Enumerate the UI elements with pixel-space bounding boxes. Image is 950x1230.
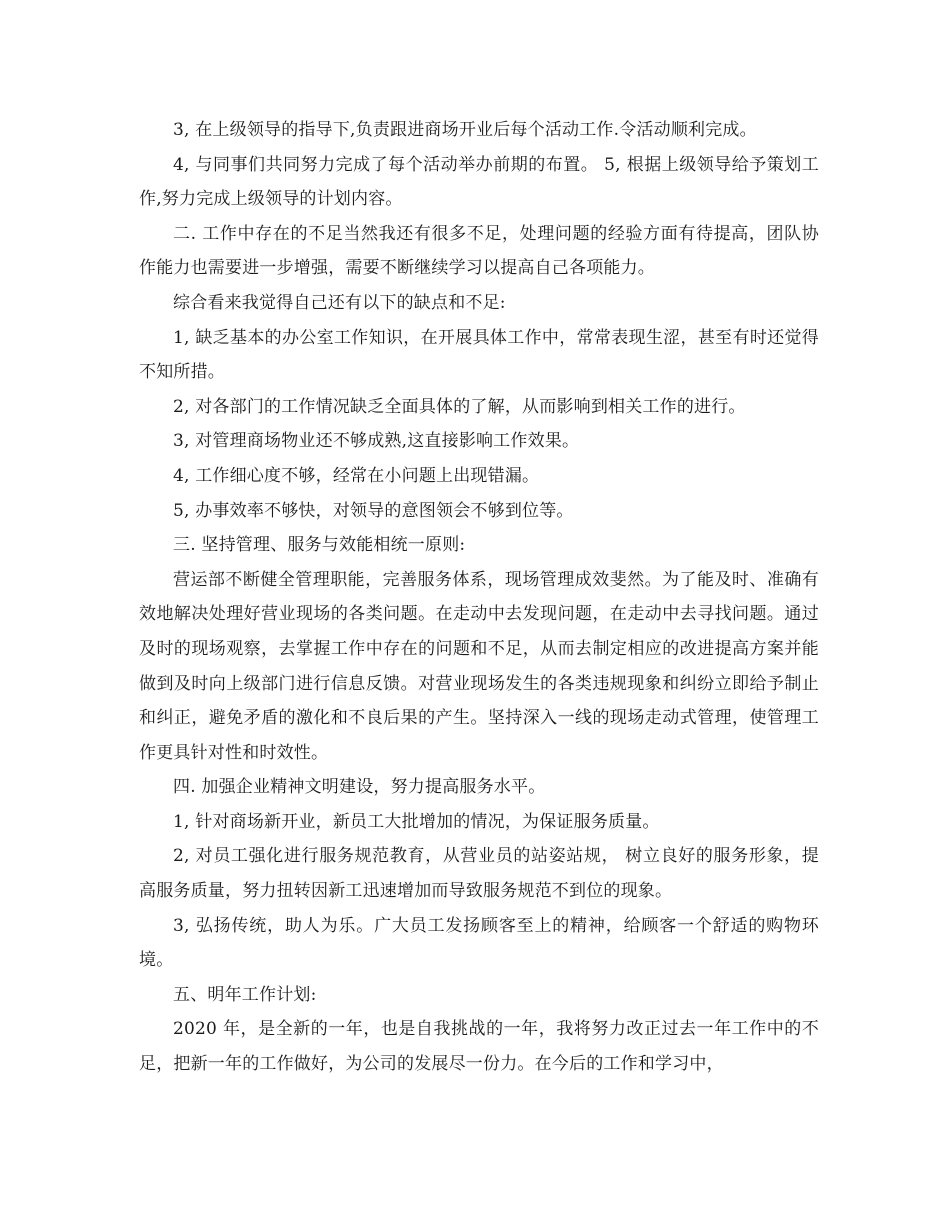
section-2-shortcomings: 二. 工作中存在的不足当然我还有很多不足，处理问题的经验方面有待提高，团队协作能力也需要进一步增强，需要不断继续学习以提高自己各项能力。 — [139, 223, 819, 279]
shortcoming-item-4: 4, 工作细心度不够，经常在小问题上出现错漏。 — [173, 465, 540, 486]
section-5-heading: 五、明年工作计划: — [173, 984, 317, 1005]
document-body — [139, 113, 819, 1082]
section-4-item-2: 2, 对员工强化进行服务规范教育，从营业员的站姿站规， 树立良好的服务形象，提高服务质量，努力扭转因新工迅速增加而导致服务规范不到位的现象。 — [139, 846, 819, 902]
paragraph-item-3-activities: 3, 在上级领导的指导下,负责跟进商场开业后每个活动工作.令活动顺利完成。 — [173, 120, 757, 140]
shortcoming-item-1: 1, 缺乏基本的办公室工作知识，在开展具体工作中，常常表现生涩，甚至有时还觉得不知所措。 — [139, 327, 819, 383]
shortcoming-item-2: 2, 对各部门的工作情况缺乏全面具体的了解，从而影响到相关工作的进行。 — [173, 396, 746, 417]
section-3-body: 营运部不断健全管理职能，完善服务体系，现场管理成效斐然。为了能及时、准确有效地解决处理好营业现场的各类问题。在走动中去发现问题，在走动中去寻找问题。通过及时的现场观察，去掌握工作中存在的问题和不足，从而去制定相应的改进提高方案并能做到及时向上级部门进行信息反馈。对营业现场发生的各类违规现象和纠纷立即给予制止和纠正，避免矛盾的激化和不良后果的产生。坚持深入一线的现场走动式管理，使管理工作更具针对性和时效性。 — [139, 569, 819, 763]
paragraph-item-4-5-layout-planning: 4, 与同事们共同努力完成了每个活动举办前期的布置。 5, 根据上级领导给予策划工作,努力完成上级领导的计划内容。 — [139, 154, 819, 210]
shortcoming-item-3: 3, 对管理商场物业还不够成熟,这直接影响工作效果。 — [173, 431, 580, 452]
shortcoming-item-5: 5, 办事效率不够快，对领导的意图领会不够到位等。 — [173, 500, 574, 521]
section-4-item-3: 3, 弘扬传统，助人为乐。广大员工发扬顾客至上的精神，给顾客一个舒适的购物环境。 — [139, 915, 819, 971]
paragraph-summary-intro: 综合看来我觉得自己还有以下的缺点和不足: — [173, 292, 506, 313]
section-4-item-1: 1, 针对商场新开业，新员工大批增加的情况，为保证服务质量。 — [173, 811, 660, 832]
section-4-heading: 四. 加强企业精神文明建设，努力提高服务水平。 — [173, 777, 546, 798]
section-5-body: 2020 年，是全新的一年，也是自我挑战的一年，我将努力改正过去一年工作中的不足，把新一年的工作做好，为公司的发展尽一份力。在今后的工作和学习中， — [139, 1019, 819, 1075]
section-3-heading: 三. 坚持管理、服务与效能相统一原则: — [173, 535, 466, 556]
